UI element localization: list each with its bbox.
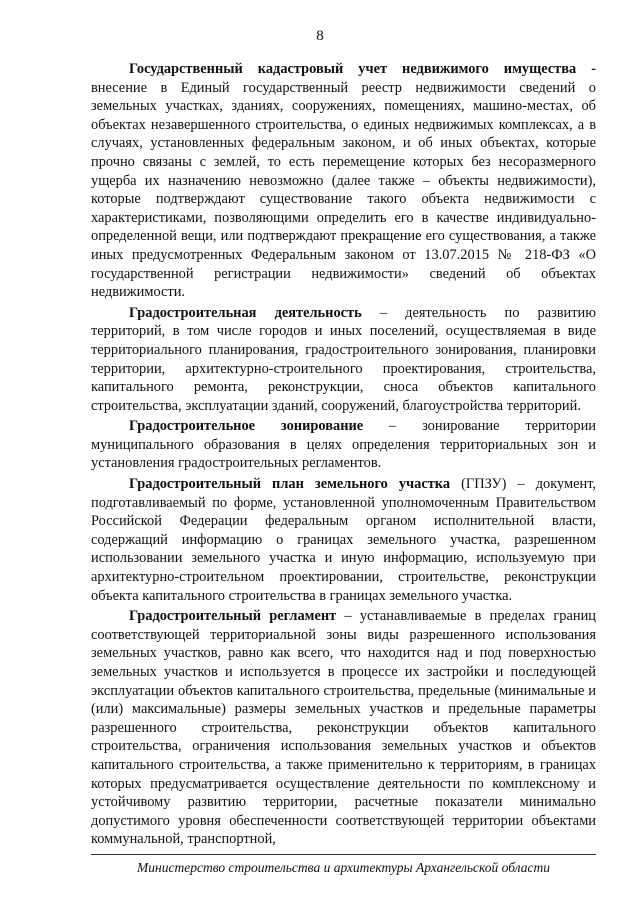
paragraph-urban-zoning — [91, 417, 596, 473]
term-heading: Градостроительное зонирование — [129, 418, 364, 435]
paragraph-text: – зонирование территории муниципального образования в целях определения территориальных зон и установления градостроительных регламентов. — [91, 418, 596, 472]
page-number: 8 — [316, 28, 324, 44]
paragraph-text: внесение в Единый государственный реестр недвижимости сведений о земельных участках, зданиях, сооружениях, помещениях, машино-местах, об объектах незавершенного строительства, о единых недвижимых комплексах, а в случаях, установленных федеральным законом, и об иных объектах, которые прочно связаны с землей, то есть перемещение которых без несоразмерного ущерба их назначению невозможно (далее также – объекты недвижимости), которые подтверждают существование такого объекта недвижимости с характеристиками, позволяющими определить его в качестве индивидуально-определенной вещи, или подтверждают прекращение его существования, а также иных предусмотренных Федеральным законом от 13.07.2015 № 218-ФЗ «О государственной регистрации недвижимости» сведений об объектах недвижимости. — [91, 79, 596, 301]
paragraph-urban-planning-activity — [91, 304, 596, 416]
document-body — [91, 60, 596, 851]
term-heading: Государственный кадастровый учет недвижимого имущества - — [129, 61, 596, 77]
paragraph-land-plot-plan — [91, 475, 596, 605]
footer-divider — [91, 854, 596, 855]
term-heading: Градостроительный план земельного участка — [129, 476, 451, 493]
page-footer: Министерство строительства и архитектуры Архангельской области — [137, 860, 550, 875]
term-heading: Градостроительный регламент — [129, 608, 337, 625]
paragraph-text: – деятельность по развитию территорий, в том числе городов и иных поселений, осуществляемая в виде территориального планирования, градостроительного зонирования, планировки территории, архитектурно-строительного проектирования, строительства, капитального ремонта, реконструкции, сноса объектов капитального строительства, эксплуатации зданий, сооружений, благоустройства территорий. — [91, 304, 596, 414]
paragraph-text: – устанавливаемые в пределах границ соответствующей территориальной зоны виды разрешенного использования земельных участков, равно как всего, что находится над и под поверхностью земельных участков и используется в процессе их застройки и последующей эксплуатации объектов капитального строительства, предельные (минимальные и (или) максимальные) размеры земельных участков и предельные параметры разрешенного строительства, реконструкции объектов капитального строительства, ограничения использования земельных участков и объектов капитального строительства, а также применительно к территориям, в границах которых предусматривается осуществление деятельности по комплексному и устойчивому развитию территории, расчетные показатели минимально допустимого уровня обеспеченности соответствующей территории объектами коммунальной, транспортной, — [91, 608, 596, 848]
paragraph-urban-regulation — [91, 607, 596, 849]
paragraph-text: (ГПЗУ) – документ, подготавливаемый по форме, установленной уполномоченным Правительством Российской Федерации федеральным органом исполнительной власти, содержащий информацию о границах земельного участка, разрешенном использовании земельного участка и иную информацию, используемую при архитектурно-строительном проектировании, строительстве, реконструкции объекта капитального строительства в границах земельного участка. — [91, 476, 597, 604]
paragraph-cadastral-registration — [91, 60, 596, 302]
term-heading: Градостроительная деятельность — [129, 304, 362, 321]
